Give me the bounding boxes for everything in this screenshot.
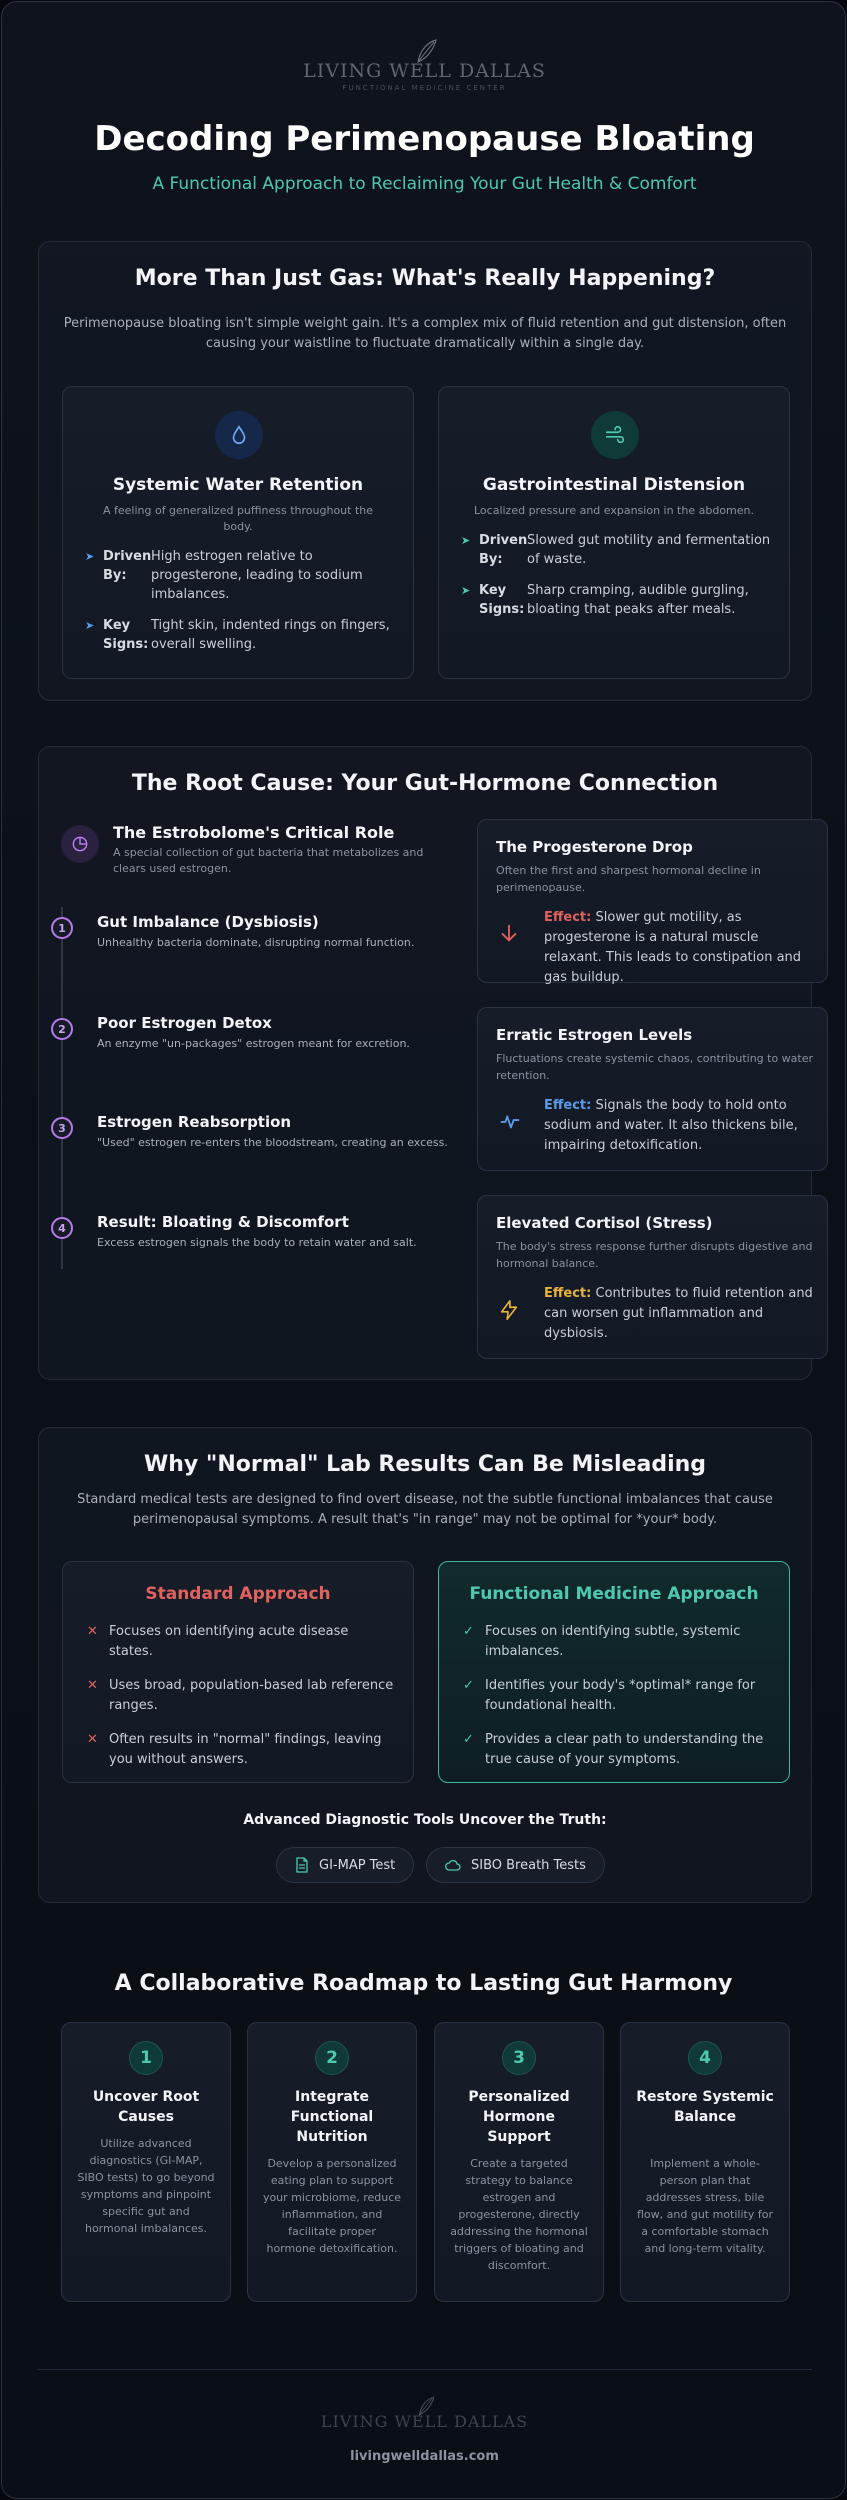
functional-list — [463, 1622, 771, 1784]
pulse-icon — [498, 1110, 522, 1132]
factor-desc: Fluctuations create systemic chaos, contributing to water retention. — [496, 1052, 814, 1082]
cloud-icon — [445, 1858, 461, 1872]
logo-tagline: FUNCTIONAL MEDICINE CENTER — [342, 84, 507, 92]
overview-intro-line: Perimenopause bloating isn't simple weight gain. It's a complex mix of fluid retention and gut distension, often — [63, 316, 787, 331]
effect-label: Effect: — [544, 1098, 592, 1113]
step-number: 1 — [51, 917, 73, 939]
roadmap-number: 1 — [129, 2041, 163, 2075]
roadmap-step-desc: Create a targeted strategy to balance estrogen and progesterone, directly addressing the hormonal triggers of bloating and discomfort. — [450, 2157, 588, 2272]
bullet-driven-by — [85, 547, 397, 604]
x-icon: ✕ — [87, 1624, 98, 1639]
bullet-label: Key Signs: — [479, 583, 525, 617]
card-desc — [83, 503, 393, 535]
card-desc-line: body. — [223, 520, 253, 533]
footer-wordmark: LIVING WELL DALLAS — [320, 2412, 529, 2431]
step-title: Gut Imbalance (Dysbiosis) — [97, 913, 319, 931]
effect-label: Effect: — [544, 910, 592, 925]
labs-section — [38, 1427, 812, 1903]
factor-effect — [544, 1096, 819, 1156]
effect-label: Effect: — [544, 1286, 592, 1301]
effect-text: Contributes to fluid retention and can worsen gut inflammation and dysbiosis. — [544, 1286, 813, 1341]
roadmap-step-desc: Utilize advanced diagnostics (GI-MAP, SIBO tests) to go beyond symptoms and pinpoint specific gut and hormonal imbalances. — [77, 2137, 215, 2235]
functional-item — [463, 1622, 771, 1662]
step-title: Result: Bloating & Discomfort — [97, 1213, 349, 1231]
overview-intro-line: causing your waistline to fluctuate dramatically within a single day. — [205, 336, 645, 351]
pill-label: GI-MAP Test — [319, 1857, 396, 1873]
bullet-label: Driven By: — [479, 533, 528, 567]
bullet-text: Tight skin, indented rings on fingers, overall swelling. — [151, 618, 390, 652]
check-icon: ✓ — [463, 1678, 474, 1693]
item-text: Uses broad, population-based lab reference ranges. — [109, 1678, 394, 1713]
card-desc-line: A feeling of generalized puffiness throughout the — [102, 504, 374, 517]
bullet-key-signs — [461, 581, 773, 619]
factor-title: The Progesterone Drop — [496, 838, 693, 856]
roadmap-step-desc: Develop a personalized eating plan to support your microbiome, reduce inflammation, and facilitate proper hormone detoxification. — [262, 2157, 402, 2255]
step-desc: Excess estrogen signals the body to retain water and salt. — [97, 1236, 417, 1249]
infographic-page — [1, 1, 846, 2499]
item-text: Identifies your body's *optimal* range for foundational health. — [485, 1678, 756, 1713]
roadmap-step-title: Restore Systemic Balance — [636, 2089, 774, 2125]
roadmap-step — [61, 2022, 231, 2302]
roadmap-number: 3 — [502, 2041, 536, 2075]
check-icon: ✓ — [463, 1624, 474, 1639]
bullet-text: Sharp cramping, audible gurgling, bloating that peaks after meals. — [527, 583, 749, 617]
document-icon — [295, 1857, 309, 1873]
standard-item — [87, 1622, 395, 1662]
overview-title: More Than Just Gas: What's Really Happening? — [134, 266, 716, 291]
chevron-right-icon: ➤ — [85, 550, 95, 563]
item-text: Provides a clear path to understanding the true cause of your symptoms. — [485, 1732, 764, 1767]
functional-title: Functional Medicine Approach — [469, 1584, 759, 1604]
item-text: Focuses on identifying acute disease states. — [109, 1624, 349, 1659]
roadmap-step-title: Integrate Functional Nutrition — [290, 2089, 374, 2145]
pie-chart-icon — [61, 825, 99, 863]
lightning-icon — [498, 1298, 520, 1322]
x-icon: ✕ — [87, 1678, 98, 1693]
bullet-label: Driven By: — [103, 549, 152, 583]
gi-map-pill — [276, 1847, 414, 1883]
standard-item — [87, 1676, 395, 1716]
card-desc: Localized pressure and expansion in the abdomen. — [473, 504, 754, 517]
pill-label: SIBO Breath Tests — [471, 1857, 586, 1873]
roadmap-step-desc: Implement a whole-person plan that addresses stress, bile flow, and gut motility for a comfortable stomach and long-term vitality. — [637, 2157, 773, 2255]
roadmap-title: A Collaborative Roadmap to Lasting Gut Harmony — [114, 1971, 733, 1996]
effect-text: Slower gut motility, as progesterone is a natural muscle relaxant. This leads to constipation and gas buildup. — [544, 910, 802, 985]
water-drop-icon — [215, 411, 263, 459]
bullet-label: Key Signs: — [103, 618, 149, 652]
water-retention-card — [62, 386, 414, 679]
card-bullets — [85, 547, 397, 666]
labs-intro-line: Standard medical tests are designed to find overt disease, not the subtle functional imbalances that cause — [77, 1492, 773, 1507]
estrobolome-title: The Estrobolome's Critical Role — [113, 823, 395, 842]
standard-item — [87, 1730, 395, 1770]
standard-title: Standard Approach — [145, 1584, 331, 1604]
chevron-right-icon: ➤ — [461, 584, 471, 597]
header-logo — [2, 36, 846, 92]
standard-list — [87, 1622, 395, 1784]
step-number: 2 — [51, 1018, 73, 1040]
labs-intro-line: perimenopausal symptoms. A result that's "in range" may not be optimal for *your* body. — [132, 1512, 718, 1527]
roadmap-step — [620, 2022, 790, 2302]
footer-logo — [2, 2394, 846, 2431]
roadmap-number: 4 — [688, 2041, 722, 2075]
item-text: Often results in "normal" findings, leaving you without answers. — [109, 1732, 382, 1767]
step-title: Poor Estrogen Detox — [97, 1014, 272, 1032]
bullet-driven-by — [461, 531, 773, 569]
root-cause-title: The Root Cause: Your Gut-Hormone Connection — [131, 771, 719, 796]
timeline-line — [61, 907, 63, 1269]
bullet-key-signs — [85, 616, 397, 654]
chevron-right-icon: ➤ — [85, 619, 95, 632]
footer-url-link[interactable]: livingwelldallas.com — [350, 2449, 499, 2464]
card-bullets — [461, 531, 773, 631]
chevron-right-icon: ➤ — [461, 534, 471, 547]
card-title: Systemic Water Retention — [112, 475, 364, 495]
factor-effect — [544, 1284, 819, 1344]
factor-effect — [544, 908, 819, 988]
factor-title: Elevated Cortisol (Stress) — [496, 1214, 713, 1232]
step-number: 4 — [51, 1217, 73, 1239]
step-desc: "Used" estrogen re-enters the bloodstream, creating an excess. — [97, 1136, 448, 1149]
step-title: Estrogen Reabsorption — [97, 1113, 292, 1131]
bullet-text: High estrogen relative to progesterone, leading to sodium imbalances. — [151, 549, 363, 602]
root-cause-section — [38, 746, 812, 1380]
factor-desc: Often the first and sharpest hormonal decline in perimenopause. — [496, 864, 761, 894]
factor-title: Erratic Estrogen Levels — [496, 1026, 693, 1044]
roadmap-step-title: Personalized Hormone Support — [468, 2089, 570, 2145]
effect-text: Signals the body to hold onto sodium and water. It also thickens bile, impairing detoxification. — [544, 1098, 798, 1153]
roadmap-number: 2 — [315, 2041, 349, 2075]
footer-divider — [38, 2369, 812, 2370]
estrobolome-desc: A special collection of gut bacteria that metabolizes and clears used estrogen. — [113, 846, 424, 875]
overview-intro — [59, 314, 791, 354]
wind-icon — [591, 411, 639, 459]
factor-desc: The body's stress response further disrupts digestive and hormonal balance. — [496, 1240, 813, 1270]
bullet-text: Slowed gut motility and fermentation of waste. — [527, 533, 771, 567]
overview-section — [38, 241, 812, 701]
page-subtitle: A Functional Approach to Reclaiming Your Gut Health & Comfort — [152, 174, 697, 194]
erratic-estrogen-card — [477, 1007, 828, 1171]
tools-title: Advanced Diagnostic Tools Uncover the Truth: — [243, 1812, 607, 1828]
functional-item — [463, 1676, 771, 1716]
card-title: Gastrointestinal Distension — [482, 475, 746, 495]
functional-item — [463, 1730, 771, 1770]
step-desc: Unhealthy bacteria dominate, disrupting normal function. — [97, 936, 415, 949]
labs-intro — [59, 1490, 791, 1530]
progesterone-drop-card — [477, 819, 828, 983]
logo-wordmark: LIVING WELL DALLAS — [303, 60, 546, 82]
roadmap-step-title: Uncover Root Causes — [92, 2089, 200, 2125]
step-desc: An enzyme "un-packages" estrogen meant for excretion. — [97, 1037, 410, 1050]
gi-distension-card — [438, 386, 790, 679]
x-icon: ✕ — [87, 1732, 98, 1747]
check-icon: ✓ — [463, 1732, 474, 1747]
standard-approach-card — [62, 1561, 414, 1783]
labs-title: Why "Normal" Lab Results Can Be Misleading — [143, 1452, 707, 1477]
roadmap-step — [247, 2022, 417, 2302]
item-text: Focuses on identifying subtle, systemic imbalances. — [485, 1624, 741, 1659]
functional-approach-card — [438, 1561, 790, 1783]
cortisol-card — [477, 1195, 828, 1359]
sibo-pill — [426, 1847, 605, 1883]
arrow-down-icon — [498, 922, 520, 944]
step-number: 3 — [51, 1117, 73, 1139]
roadmap-step — [434, 2022, 604, 2302]
page-title: Decoding Perimenopause Bloating — [94, 119, 755, 159]
